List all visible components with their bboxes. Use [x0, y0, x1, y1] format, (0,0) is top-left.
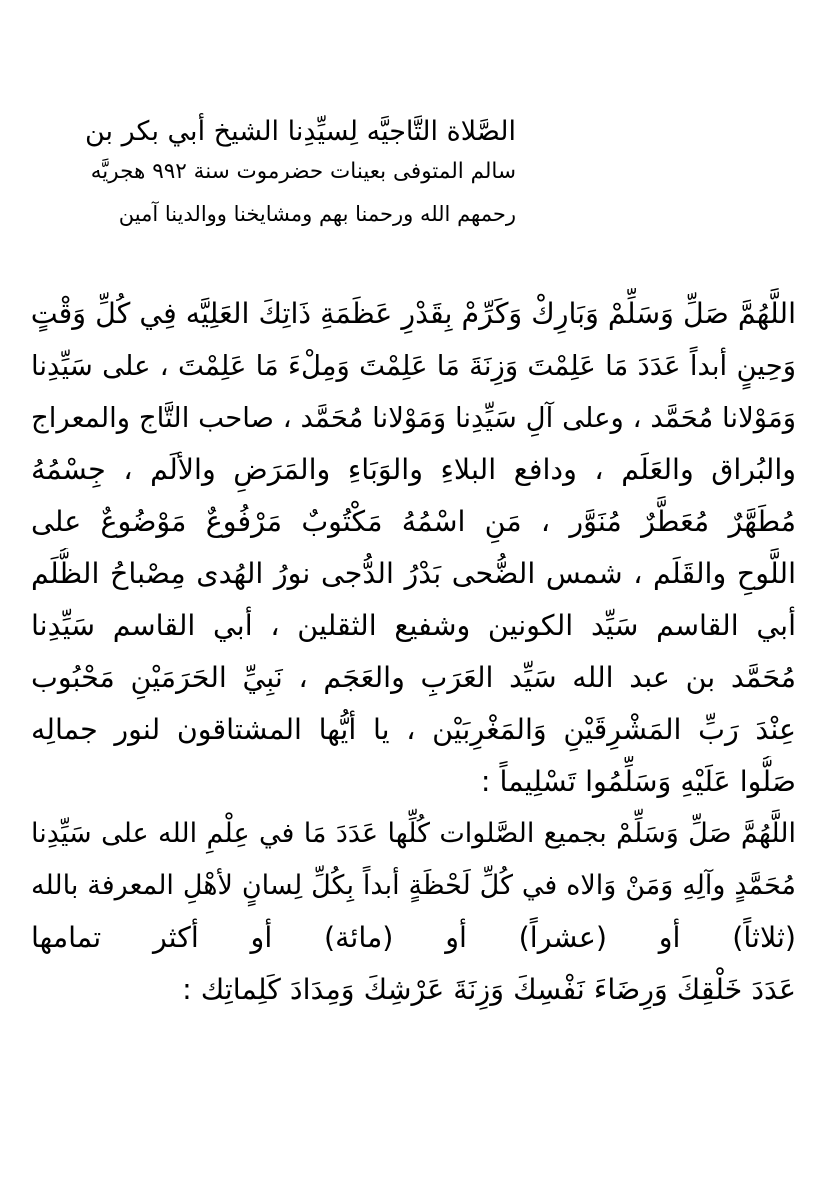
text-line: والبُراق والعَلَم ، ودافع البلاءِ والوَبَاءِ والمَرَضِ والألَم ، جِسْمُهُ	[31, 453, 796, 486]
text-line: مُطَهَّرٌ مُعَطَّرٌ مُنَوَّر ، مَنِ اسْمُهُ مَكْتُوبٌ مَرْفُوعٌ مَوْضُوعٌ على	[31, 505, 796, 538]
text-line: مُحَمَّد بن عبد الله سَيِّد العَرَبِ والعَجَم ، نَبِيِّ الحَرَمَيْنِ مَحْبُوب	[31, 661, 796, 694]
prayer-paragraph-2	[31, 808, 796, 1016]
text-line: اللَّوحِ والقَلَم ، شمس الضُّحى بَدْرُ الدُّجى نورُ الهُدى مِصْباحُ الظُّلَم	[31, 557, 796, 590]
text-line: (ثلاثاً) أو (عشراً) أو (مائة) أو أكثر تمامها	[31, 921, 796, 954]
text-line: عَدَدَ خَلْقِكَ وَرِضَاءَ نَفْسِكَ وَزِنَةَ عَرْشِكَ وَمِدَادَ كَلِماتِك :	[182, 973, 796, 1006]
text-line: مُحَمَّدٍ وآلِهِ وَمَنْ وَالاه في كُلِّ لَحْظَةٍ أبداً بِكُلِّ لِسانٍ لأهْلِ المعرفة بالله	[31, 870, 796, 901]
text-line: وَحِينٍ أبداً عَدَدَ مَا عَلِمْتَ وَزِنَةَ مَا عَلِمْتَ وَمِلْءَ مَا عَلِمْتَ ، على سَيِّدِنا	[31, 350, 796, 382]
prayer-paragraph-1	[31, 288, 796, 808]
title-line-2: سالم المتوفى بعينات حضرموت سنة ٩٩٢ هجريَّه	[90, 159, 516, 184]
text-line: أبي القاسم سَيِّد الكونين وشفيع الثقلين ، أبي القاسم سَيِّدِنا	[31, 609, 796, 642]
title-block	[86, 112, 516, 236]
text-line: عِنْدَ رَبِّ المَشْرِقَيْنِ وَالمَغْرِبَيْن ، يا أيُّها المشتاقون لنور جمالِه	[31, 713, 796, 746]
text-line: وَمَوْلانا مُحَمَّد ، وعلى آلِ سَيِّدِنا وَمَوْلانا مُحَمَّد ، صاحب التَّاج والمعراج	[31, 402, 796, 434]
text-line: اللَّهُمَّ صَلِّ وَسَلِّمْ بجميع الصَّلوات كُلِّها عَدَدَ مَا في عِلْمِ الله على سَيِّدِنا	[31, 818, 796, 849]
text-line: صَلُّوا عَلَيْهِ وَسَلِّمُوا تَسْلِيماً :	[480, 765, 796, 798]
title-line-3: رحمهم الله ورحمنا بهم ومشايخنا ووالدينا آمين	[118, 202, 516, 226]
title-line-1: الصَّلاة التَّاجيَّه لِسيِّدِنا الشيخ أبي بكر بن	[85, 116, 516, 147]
text-line: اللَّهُمَّ صَلِّ وَسَلِّمْ وَبَارِكْ وَكَرِّمْ بِقَدْرِ عَظَمَةِ ذَاتِكَ العَلِيَّه فِي كُلِّ وَقْتٍ	[31, 297, 796, 330]
